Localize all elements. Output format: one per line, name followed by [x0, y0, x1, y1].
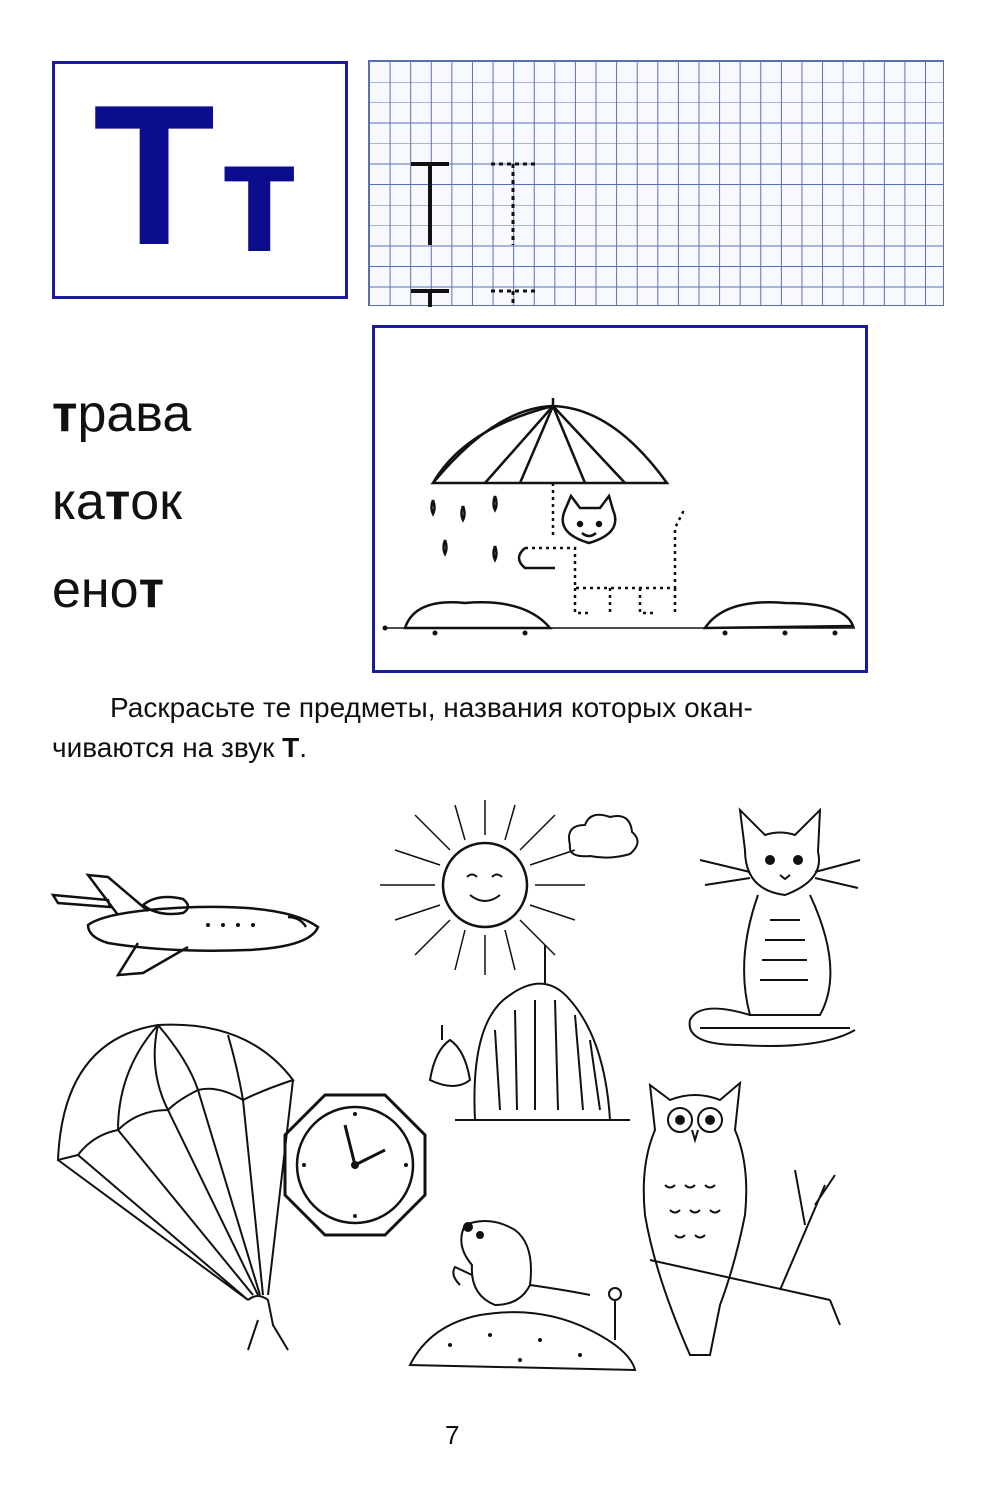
parachute-picture[interactable]: [48, 1020, 303, 1360]
word-list: [52, 370, 191, 634]
haystack-picture[interactable]: [420, 940, 640, 1130]
letter-lowercase: т: [220, 106, 299, 285]
letter-tracing-samples: [369, 61, 945, 307]
kitten-picture[interactable]: [680, 800, 865, 1055]
word-trava: трава: [52, 385, 192, 443]
letter-card: [52, 61, 348, 299]
page-number: 7: [445, 1420, 460, 1450]
word-enot: енот: [52, 561, 165, 619]
dot-to-dot-picture-frame[interactable]: [372, 325, 868, 673]
umbrella-cat-illustration: [375, 328, 865, 670]
writing-practice-grid[interactable]: [368, 60, 944, 306]
instruction-line-2: чиваются на звук Т.: [52, 732, 308, 763]
owl-picture[interactable]: [630, 1075, 860, 1360]
airplane-picture[interactable]: [48, 855, 328, 980]
task-instruction: [52, 688, 882, 768]
mole-picture[interactable]: [400, 1205, 645, 1385]
word-katok: каток: [52, 473, 182, 531]
letter-uppercase: Т: [93, 64, 210, 287]
instruction-line-1: Раскрасьте те предметы, названия которых окан-: [110, 692, 753, 723]
